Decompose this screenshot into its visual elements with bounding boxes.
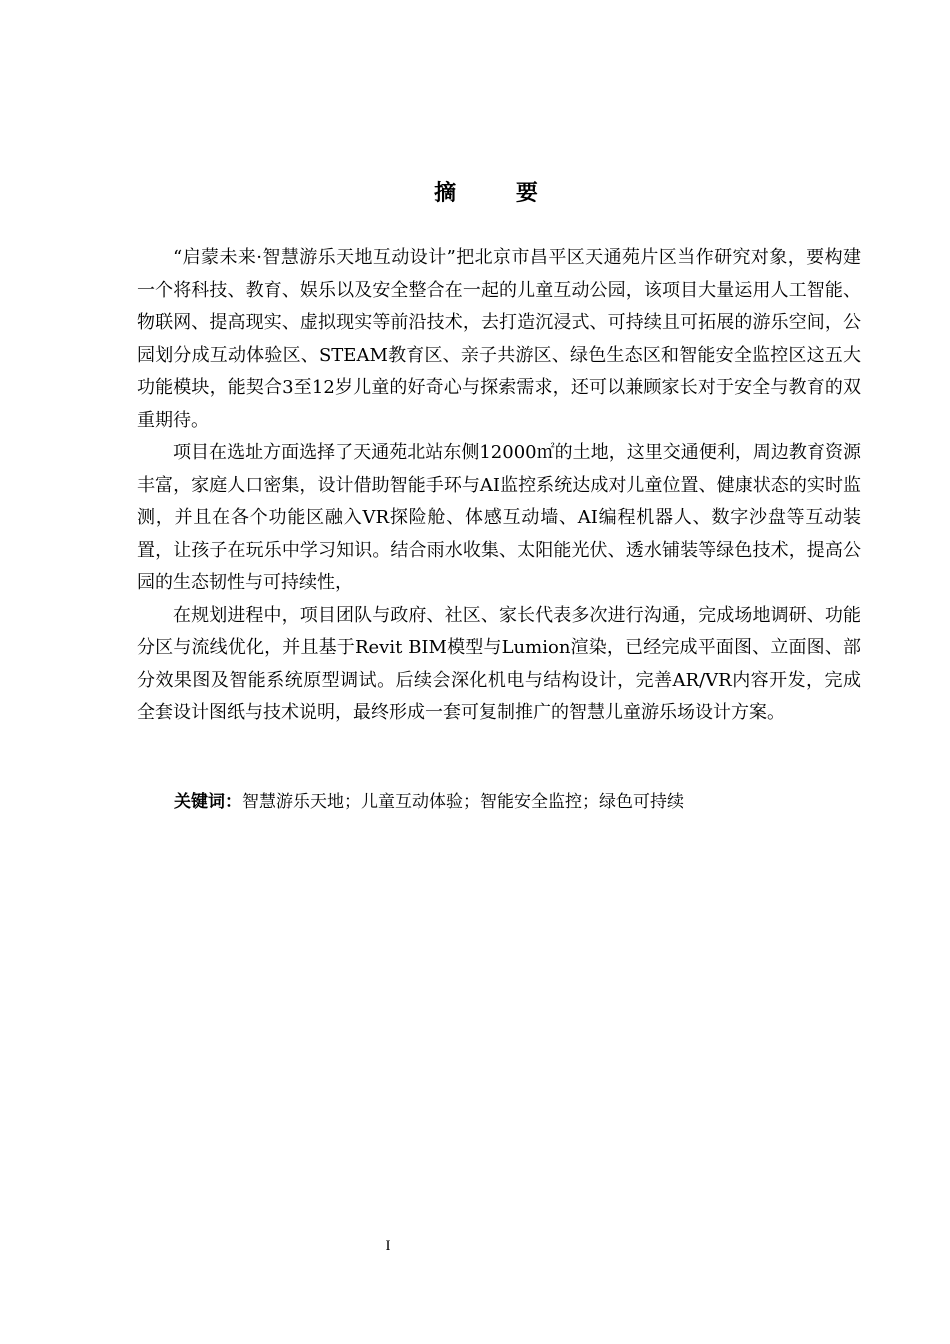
page-number: I: [385, 1238, 391, 1254]
abstract-paragraph-2: 项目在选址方面选择了天通苑北站东侧12000㎡的土地，这里交通便利，周边教育资源丰富，家庭人口密集，设计借助智能手环与AI监控系统达成对儿童位置、健康状态的实时监测，并且在各个功能区融入VR探险舱、体感互动墙、AI编程机器人、数字沙盘等互动装置，让孩子在玩乐中学习知识。结合雨水收集、太阳能光伏、透水铺装等绿色技术，提高公园的生态韧性与可持续性，: [137, 442, 861, 593]
abstract-body: [137, 242, 861, 730]
abstract-title: 摘 要: [434, 181, 564, 206]
keywords-text: 智慧游乐天地；儿童互动体验；智能安全监控；绿色可持续: [242, 792, 684, 812]
keywords-label: 关键词：: [174, 792, 242, 812]
abstract-paragraph-1: “启蒙未来·智慧游乐天地互动设计”把北京市昌平区天通苑片区当作研究对象，要构建一个将科技、教育、娱乐以及安全整合在一起的儿童互动公园，该项目大量运用人工智能、物联网、提高现实、虚拟现实等前沿技术，去打造沉浸式、可持续且可拓展的游乐空间，公园划分成互动体验区、STEAM教育区、亲子共游区、绿色生态区和智能安全监控区这五大功能模块，能契合3至12岁儿童的好奇心与探索需求，还可以兼顾家长对于安全与教育的双重期待。: [137, 247, 861, 431]
abstract-paragraph-3: 在规划进程中，项目团队与政府、社区、家长代表多次进行沟通，完成场地调研、功能分区与流线优化，并且基于Revit BIM模型与Lumion渲染，已经完成平面图、立面图、部分效果图及智能系统原型调试。后续会深化机电与结构设计，完善AR/VR内容开发，完成全套设计图纸与技术说明，最终形成一套可复制推广的智慧儿童游乐场设计方案。: [137, 604, 861, 723]
keywords-line: [174, 788, 864, 816]
